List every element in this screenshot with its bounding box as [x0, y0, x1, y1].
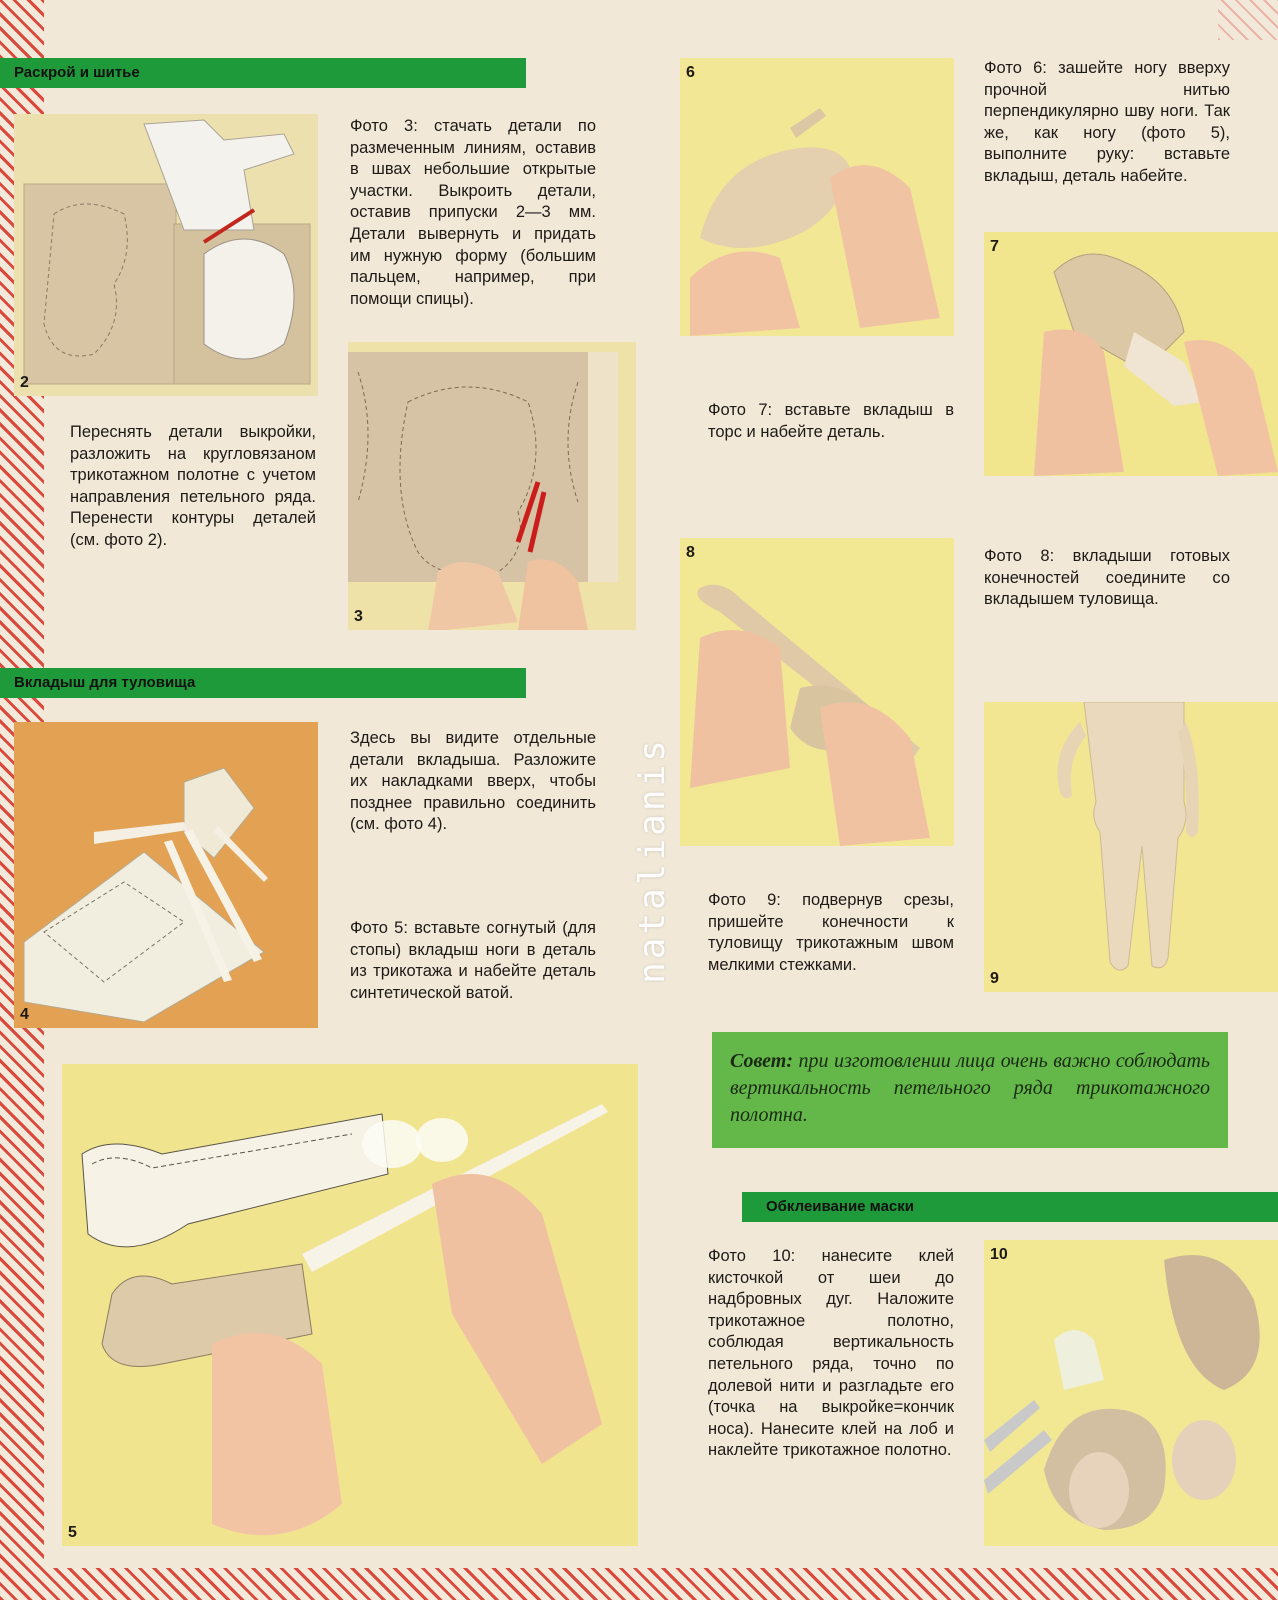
- section-title-mask: Обклеивание маски: [766, 1198, 914, 1215]
- caption-photo-4-text: Здесь вы видите отдельные детали вкладыша. Разложите их накладками вверх, чтобы позднее правильно соединить (см. фото 4).: [350, 729, 596, 834]
- section-header-mask: [742, 1192, 1278, 1222]
- caption-photo-9: [708, 890, 954, 976]
- photo-8-illustration: [680, 538, 954, 846]
- photo-6: [680, 58, 954, 336]
- watermark-text: natalianis: [631, 736, 673, 984]
- photo-number: 8: [686, 544, 695, 561]
- tip-label: Совет:: [730, 1050, 793, 1072]
- caption-photo-6: [984, 58, 1230, 188]
- photo-number: 7: [990, 238, 999, 255]
- caption-photo-2: [70, 422, 316, 552]
- section-header-insert: [0, 668, 526, 698]
- caption-photo-8: [984, 546, 1230, 611]
- photo-3-illustration: [348, 342, 636, 630]
- caption-photo-2-text: Переснять детали выкройки, разложить на кругловязаном трикотажном полотне с учетом направления петельного ряда. Перенести контуры деталей (см. фото 2).: [70, 423, 316, 549]
- photo-2: [14, 114, 318, 396]
- photo-5: [62, 1064, 638, 1546]
- photo-8: [680, 538, 954, 846]
- section-title-cutting: Раскрой и шитье: [14, 64, 140, 81]
- photo-4-illustration: [14, 722, 318, 1028]
- photo-10-illustration: [984, 1240, 1278, 1546]
- photo-9: [984, 702, 1278, 992]
- section-header-cutting: [0, 58, 526, 88]
- decorative-stripe-bottom: [0, 1568, 1278, 1600]
- caption-photo-4: [350, 728, 596, 836]
- caption-photo-7-text: Фото 7: вставьте вкладыш в торс и набейте деталь.: [708, 401, 954, 441]
- caption-photo-8-text: Фото 8: вкладыши готовых конечностей соедините со вкладышем туловища.: [984, 547, 1230, 609]
- section-title-insert: Вкладыш для туловища: [14, 674, 196, 691]
- photo-4: [14, 722, 318, 1028]
- photo-number: 5: [68, 1524, 77, 1541]
- photo-number: 4: [20, 1006, 29, 1023]
- photo-number: 9: [990, 970, 999, 987]
- caption-photo-5: [350, 918, 596, 1004]
- watermark: [626, 736, 678, 984]
- photo-7: [984, 232, 1278, 476]
- photo-5-illustration: [62, 1064, 638, 1546]
- photo-number: 10: [990, 1246, 1008, 1263]
- caption-photo-9-text: Фото 9: подвернув срезы, пришейте конечности к туловищу трикотажным швом мелкими стежками.: [708, 891, 954, 974]
- photo-2-illustration: [14, 114, 318, 396]
- tip-text: при изготовлении лица очень важно соблюдать вертикальность петельного ряда трикотажного полотна.: [730, 1050, 1211, 1126]
- photo-number: 3: [354, 608, 363, 625]
- caption-photo-10-text: Фото 10: нанесите клей кисточкой от шеи до надбровных дуг. Наложите трикотажное полотно, соблюдая вертикальность петельного ряда, точно по долевой нити и разгладьте его (точка на выкройке=кончик носа). Нанесите клей на лоб и наклейте трикотажное полотно.: [708, 1247, 954, 1460]
- caption-photo-5-text: Фото 5: вставьте согнутый (для стопы) вкладыш ноги в деталь из трикотажа и набейте деталь синтетической ватой.: [350, 919, 596, 1002]
- photo-number: 2: [20, 374, 29, 391]
- photo-10: [984, 1240, 1278, 1546]
- photo-3: [348, 342, 636, 630]
- caption-photo-3-text: Фото 3: стачать детали по размеченным линиям, оставив в швах небольшие открытые участки. Выкроить детали, оставив припуски 2—3 мм. Детали вывернуть и придать им нужную форму (большим пальцем, например, при помощи спицы).: [350, 117, 596, 308]
- photo-6-illustration: [680, 58, 954, 336]
- decorative-stripe-top: [1218, 0, 1278, 40]
- caption-photo-7: [708, 400, 954, 443]
- photo-9-illustration: [984, 702, 1278, 992]
- photo-7-illustration: [984, 232, 1278, 476]
- caption-photo-10: [708, 1246, 954, 1462]
- caption-photo-6-text: Фото 6: зашейте ногу вверху прочной нитью перпендикулярно шву ноги. Так же, как ногу (фото 5), выполните руку: вставьте вкладыш, деталь набейте.: [984, 59, 1230, 185]
- photo-number: 6: [686, 64, 695, 81]
- caption-photo-3: [350, 116, 596, 310]
- tip-box: [712, 1032, 1228, 1148]
